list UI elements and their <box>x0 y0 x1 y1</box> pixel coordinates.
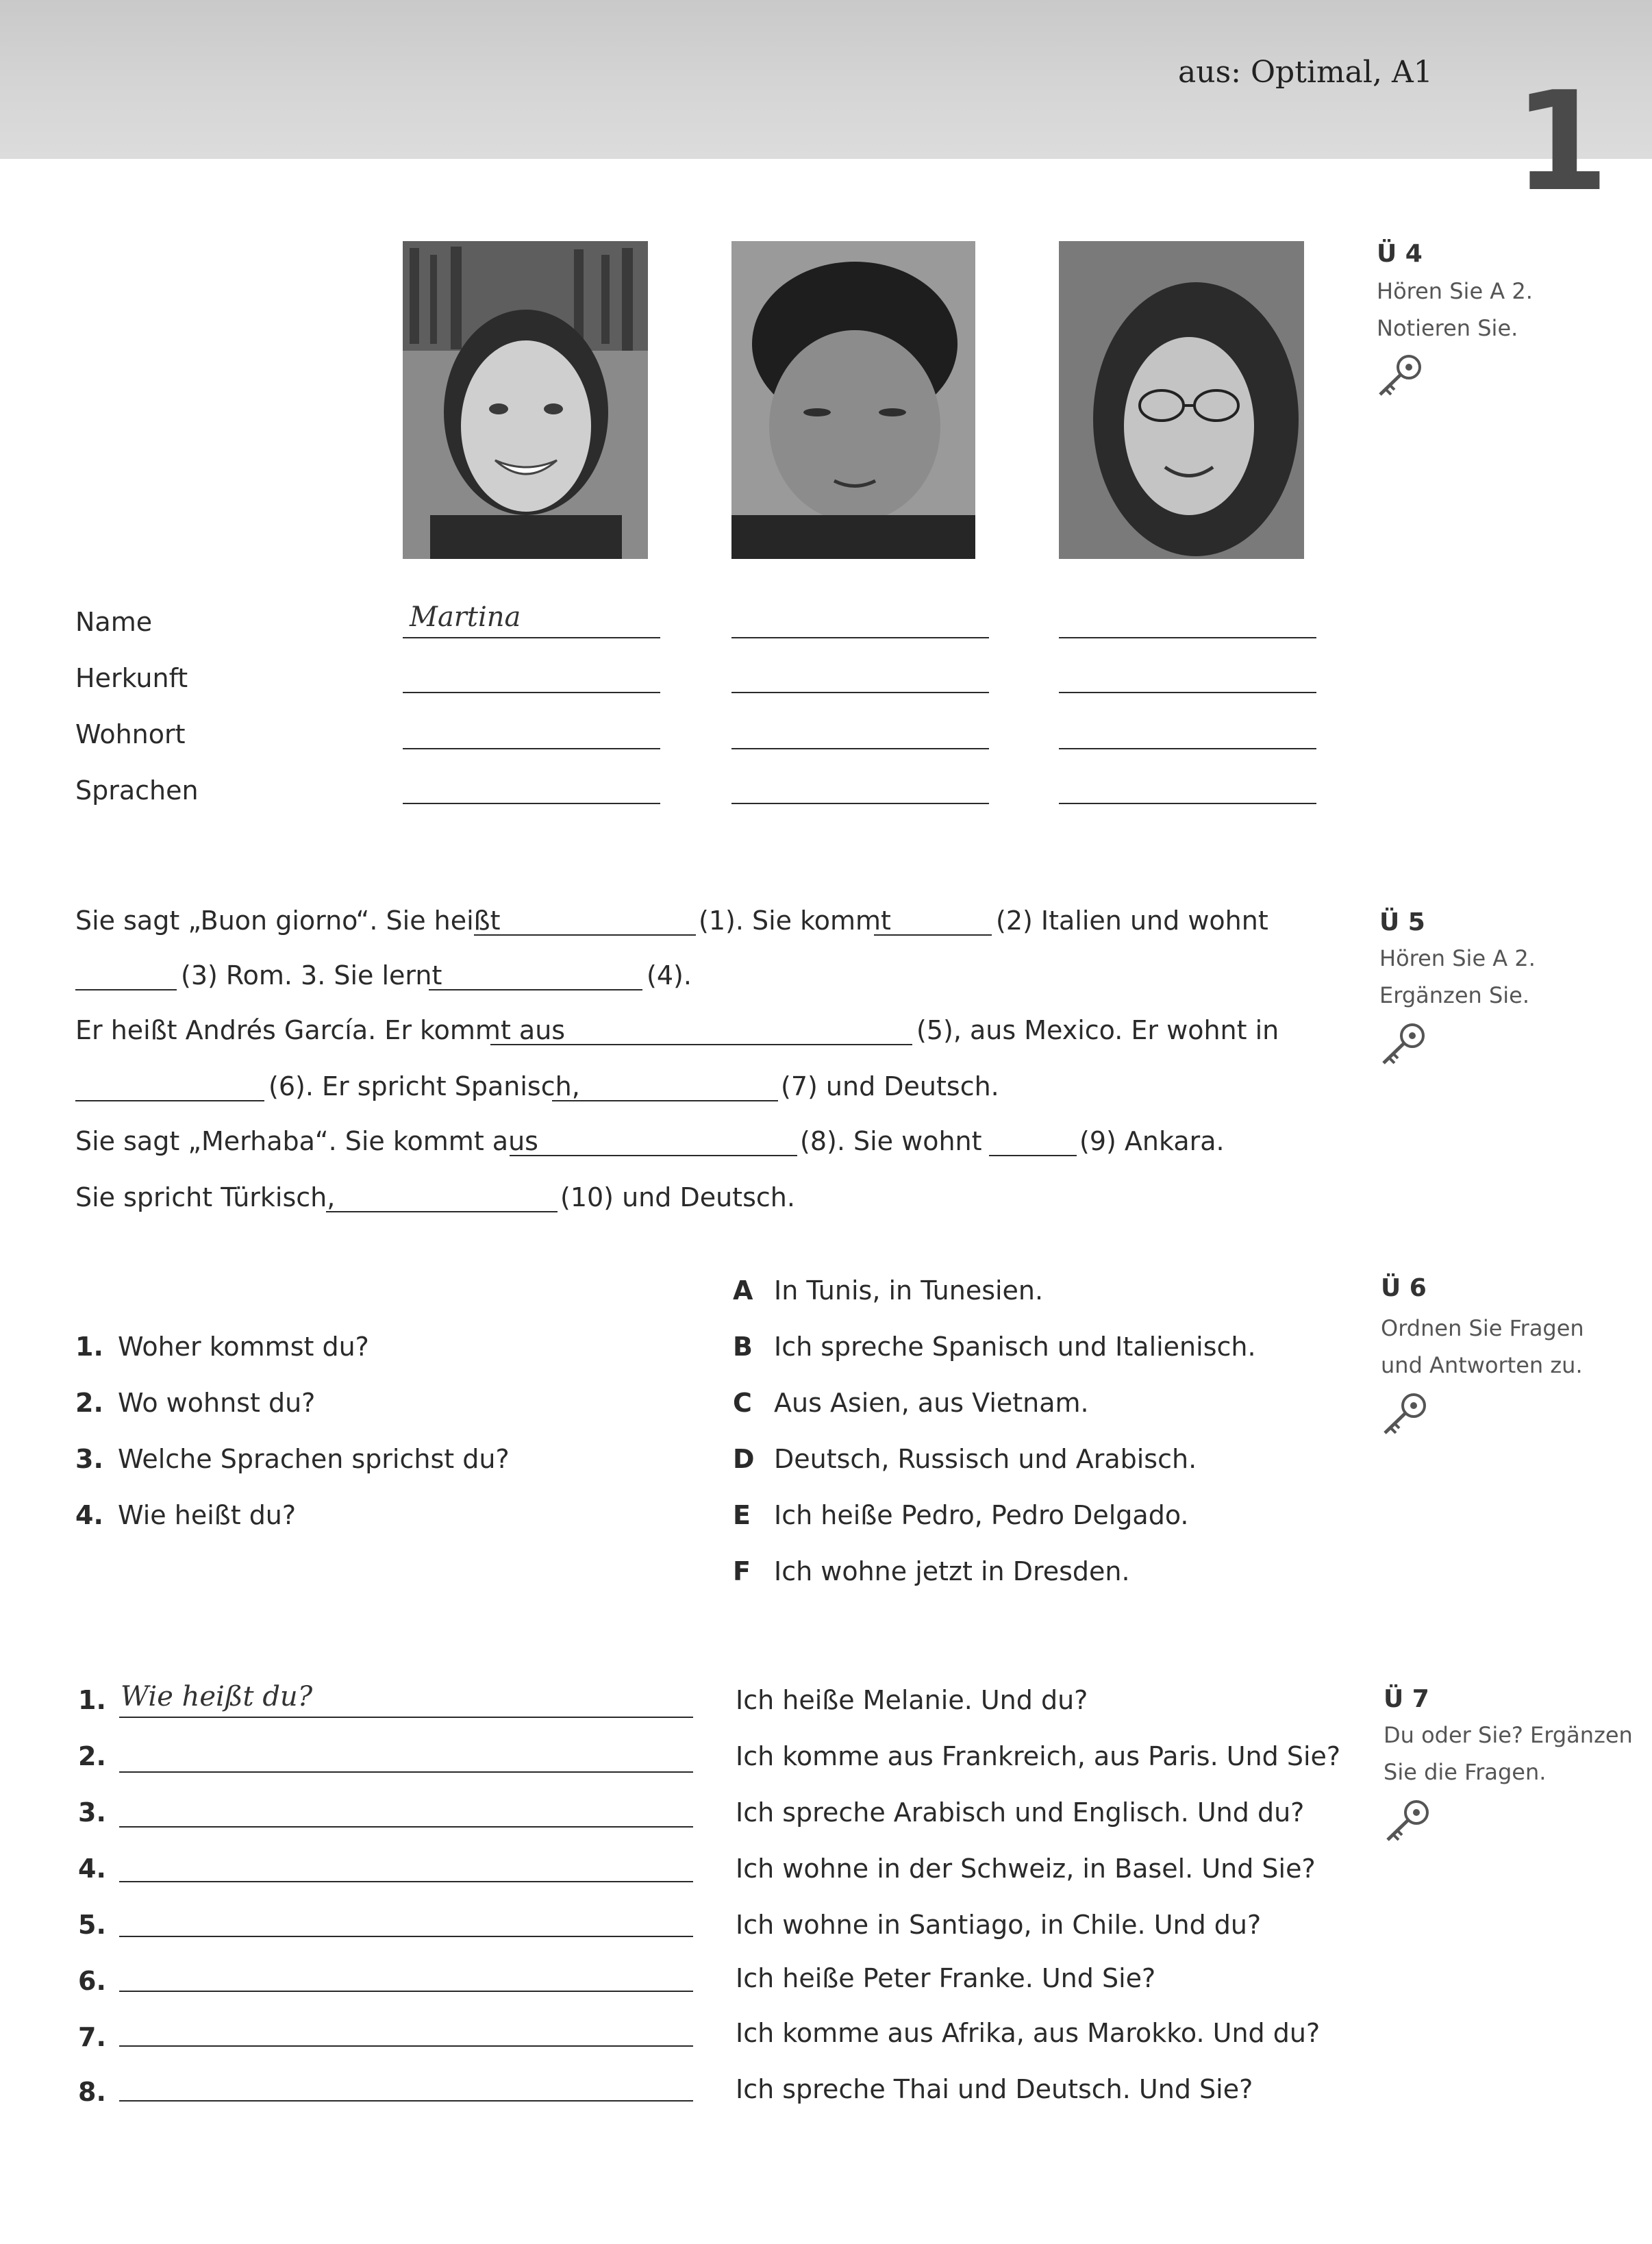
key-icon <box>1381 1797 1436 1845</box>
item-number: 5. <box>78 1910 106 1940</box>
answer-line[interactable] <box>403 637 660 638</box>
photo-woman-with-glasses <box>1059 241 1304 559</box>
question-line[interactable] <box>119 1771 693 1773</box>
answer-letter: D <box>733 1444 755 1474</box>
question-text: Woher kommst du? <box>118 1332 369 1362</box>
answer-letter: E <box>733 1500 751 1530</box>
item-number: 7. <box>78 2022 106 2052</box>
chapter-number: 1 <box>1514 62 1610 222</box>
instruction-u7-line2: Sie die Fragen. <box>1384 1759 1547 1785</box>
question-text: Welche Sprachen sprichst du? <box>118 1444 510 1474</box>
answer-line[interactable] <box>403 692 660 693</box>
question-line[interactable] <box>119 2045 693 2047</box>
cloze-blank-10[interactable] <box>326 1211 558 1212</box>
handwritten-answer-name: Martina <box>410 601 521 633</box>
answer-letter: B <box>733 1332 753 1362</box>
item-number: 3. <box>78 1797 106 1828</box>
cloze-text: Er heißt Andrés García. Er kommt aus <box>75 1015 566 1045</box>
answer-line[interactable] <box>731 803 989 804</box>
question-number: 1. <box>75 1332 103 1362</box>
cloze-text: (10) und Deutsch. <box>560 1182 795 1212</box>
answer-text: Aus Asien, aus Vietnam. <box>774 1388 1089 1418</box>
exercise-id-u5: Ü 5 <box>1379 908 1425 936</box>
row-label-sprachen: Sprachen <box>75 775 199 806</box>
question-text: Wo wohnst du? <box>118 1388 316 1418</box>
instruction-u7-line1: Du oder Sie? Ergänzen <box>1384 1722 1633 1748</box>
given-answer: Ich wohne in Santiago, in Chile. Und du? <box>736 1910 1262 1940</box>
cloze-blank-2[interactable] <box>874 934 992 936</box>
answer-letter: C <box>733 1388 752 1418</box>
answer-line[interactable] <box>1059 637 1316 638</box>
cloze-text: (8). Sie wohnt <box>800 1126 982 1156</box>
cloze-text: Sie sagt „Merhaba“. Sie kommt aus <box>75 1126 538 1156</box>
instruction-u6-line2: und Antworten zu. <box>1381 1352 1583 1378</box>
key-icon <box>1373 352 1428 400</box>
key-icon <box>1378 1391 1433 1438</box>
row-label-name: Name <box>75 607 153 637</box>
answer-line[interactable] <box>1059 748 1316 749</box>
instruction-u4-line2: Notieren Sie. <box>1377 315 1518 341</box>
answer-line[interactable] <box>1059 692 1316 693</box>
answer-line[interactable] <box>1059 803 1316 804</box>
key-icon <box>1377 1021 1431 1069</box>
instruction-u5-line2: Ergänzen Sie. <box>1379 982 1530 1008</box>
item-number: 1. <box>78 1685 106 1715</box>
cloze-text: (6). Er spricht Spanisch, <box>268 1071 580 1101</box>
photo-man-looking-down <box>731 241 975 559</box>
cloze-text: (3) Rom. 3. Sie lernt <box>181 960 442 990</box>
cloze-text: (2) Italien und wohnt <box>996 906 1268 936</box>
answer-line[interactable] <box>403 803 660 804</box>
answer-line[interactable] <box>731 637 989 638</box>
cloze-blank-3[interactable] <box>75 989 177 990</box>
cloze-blank-1[interactable] <box>474 934 696 936</box>
item-number: 4. <box>78 1854 106 1884</box>
answer-text: Ich heiße Pedro, Pedro Delgado. <box>774 1500 1189 1530</box>
given-answer: Ich spreche Arabisch und Englisch. Und du? <box>736 1797 1305 1828</box>
cloze-text: (5), aus Mexico. Er wohnt in <box>916 1015 1279 1045</box>
question-number: 4. <box>75 1500 103 1530</box>
question-text: Wie heißt du? <box>118 1500 297 1530</box>
cloze-blank-8[interactable] <box>510 1155 797 1156</box>
given-answer: Ich heiße Melanie. Und du? <box>736 1685 1088 1715</box>
instruction-u6-line1: Ordnen Sie Fragen <box>1381 1315 1584 1341</box>
question-line[interactable] <box>119 1936 693 1937</box>
answer-text: Deutsch, Russisch und Arabisch. <box>774 1444 1197 1474</box>
given-answer: Ich heiße Peter Franke. Und Sie? <box>736 1963 1156 1993</box>
cloze-blank-6[interactable] <box>75 1100 264 1101</box>
cloze-text: (7) und Deutsch. <box>781 1071 999 1101</box>
question-line[interactable] <box>119 1826 693 1828</box>
row-label-wohnort: Wohnort <box>75 719 186 749</box>
answer-letter: A <box>733 1275 753 1306</box>
given-answer: Ich komme aus Frankreich, aus Paris. Und Sie? <box>736 1741 1341 1771</box>
item-number: 6. <box>78 1966 106 1996</box>
cloze-text: (9) Ankara. <box>1079 1126 1225 1156</box>
cloze-text: Sie spricht Türkisch, <box>75 1182 336 1212</box>
exercise-id-u4: Ü 4 <box>1377 240 1423 268</box>
source-label: aus: Optimal, A1 <box>1178 55 1433 90</box>
instruction-u4-line1: Hören Sie A 2. <box>1377 278 1533 304</box>
question-line[interactable] <box>119 1881 693 1882</box>
answer-text: Ich spreche Spanisch und Italienisch. <box>774 1332 1256 1362</box>
answer-line[interactable] <box>731 748 989 749</box>
exercise-id-u7: Ü 7 <box>1384 1685 1429 1713</box>
photo-woman-smiling <box>403 241 648 559</box>
cloze-blank-7[interactable] <box>552 1100 778 1101</box>
given-answer: Ich komme aus Afrika, aus Marokko. Und du? <box>736 2018 1321 2048</box>
cloze-blank-5[interactable] <box>490 1044 912 1045</box>
row-label-herkunft: Herkunft <box>75 663 188 693</box>
question-number: 3. <box>75 1444 103 1474</box>
item-number: 8. <box>78 2077 106 2107</box>
item-number: 2. <box>78 1741 106 1771</box>
question-line[interactable] <box>119 1717 693 1718</box>
given-answer: Ich spreche Thai und Deutsch. Und Sie? <box>736 2074 1253 2104</box>
given-answer: Ich wohne in der Schweiz, in Basel. Und Sie? <box>736 1854 1316 1884</box>
handwritten-answer-question: Wie heißt du? <box>121 1681 313 1712</box>
answer-line[interactable] <box>731 692 989 693</box>
question-line[interactable] <box>119 1991 693 1992</box>
cloze-text: Sie sagt „Buon giorno“. Sie heißt <box>75 906 501 936</box>
question-line[interactable] <box>119 2100 693 2102</box>
cloze-blank-4[interactable] <box>429 989 642 990</box>
cloze-text: (4). <box>647 960 692 990</box>
instruction-u5-line1: Hören Sie A 2. <box>1379 945 1536 971</box>
question-number: 2. <box>75 1388 103 1418</box>
exercise-id-u6: Ü 6 <box>1381 1274 1427 1302</box>
answer-text: Ich wohne jetzt in Dresden. <box>774 1556 1130 1586</box>
answer-line[interactable] <box>403 748 660 749</box>
answer-letter: F <box>733 1556 751 1586</box>
answer-text: In Tunis, in Tunesien. <box>774 1275 1044 1306</box>
cloze-text: (1). Sie kommt <box>699 906 891 936</box>
cloze-blank-9[interactable] <box>989 1155 1077 1156</box>
